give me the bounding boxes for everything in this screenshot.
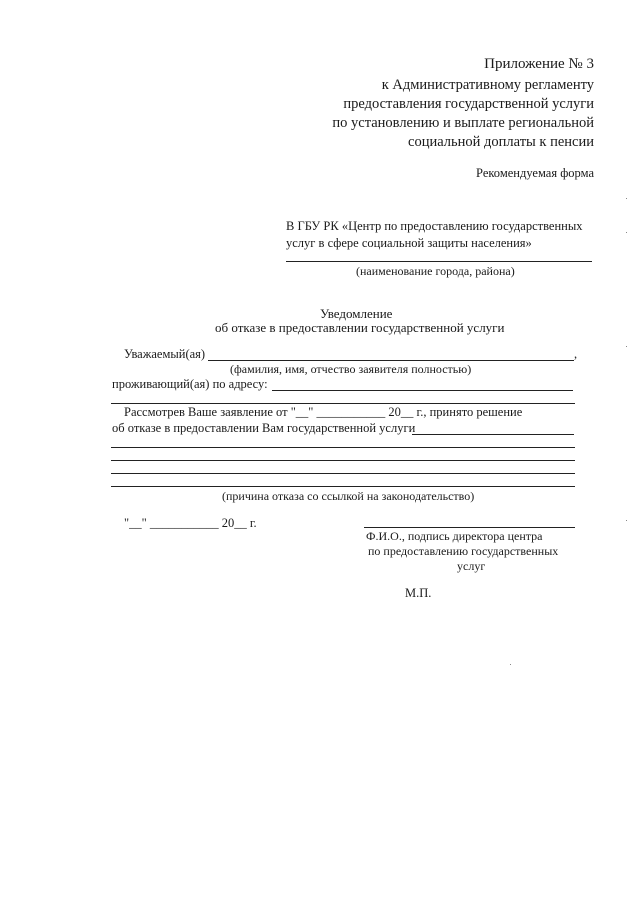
addressee-fill-line xyxy=(286,261,592,262)
scan-speck xyxy=(626,520,627,521)
recommended-form-label: Рекомендуемая форма xyxy=(476,166,594,180)
notice-subtitle: об отказе в предоставлении государственной услуги xyxy=(215,320,505,335)
reason-line-3 xyxy=(111,473,575,474)
appendix-line-3: по установлению и выплате региональной xyxy=(332,115,594,131)
appendix-line-4: социальной доплаты к пенсии xyxy=(408,134,594,150)
appendix-line-2: предоставления государственной услуги xyxy=(343,96,594,112)
reason-line-1 xyxy=(111,447,575,448)
scan-speck xyxy=(626,346,627,347)
scan-speck xyxy=(510,664,511,665)
appendix-title: Приложение № 3 xyxy=(484,56,594,72)
name-caption: (фамилия, имя, отчество заявителя полностью) xyxy=(230,362,472,376)
addressee-line-2: услуг в сфере социальной защиты населения» xyxy=(286,236,532,250)
addressee-line-1: В ГБУ РК «Центр по предоставлению государственных xyxy=(286,219,583,233)
refusal-text: об отказе в предоставлении Вам государственной услуги xyxy=(112,421,416,435)
considered-text: Рассмотрев Ваше заявление от "__" ___________ 20__ г., принято решение xyxy=(124,405,523,419)
signer-line-3: услуг xyxy=(457,559,486,573)
notice-title: Уведомление xyxy=(320,306,393,321)
reason-caption: (причина отказа со ссылкой на законодательство) xyxy=(222,489,475,503)
stamp-label: М.П. xyxy=(405,586,432,600)
dear-label: Уважаемый(ая) xyxy=(124,347,206,361)
addressee-caption: (наименование города, района) xyxy=(356,264,515,278)
reason-line-2 xyxy=(111,460,575,461)
reason-line-4 xyxy=(111,486,575,487)
address-label: проживающий(ая) по адресу: xyxy=(112,377,268,391)
signer-line-1: Ф.И.О., подпись директора центра xyxy=(366,529,543,543)
address-line-2 xyxy=(111,403,575,404)
dear-comma: , xyxy=(574,347,578,361)
scan-speck xyxy=(626,232,627,233)
refusal-fill-line xyxy=(412,434,574,435)
scan-speck xyxy=(626,198,627,199)
signer-line-2: по предоставлению государственных xyxy=(368,544,559,558)
address-line-1 xyxy=(272,390,573,391)
appendix-line-1: к Административному регламенту xyxy=(381,77,594,93)
applicant-name-line xyxy=(208,360,574,361)
date-field: "__" ___________ 20__ г. xyxy=(124,516,257,530)
signature-line xyxy=(364,527,575,528)
